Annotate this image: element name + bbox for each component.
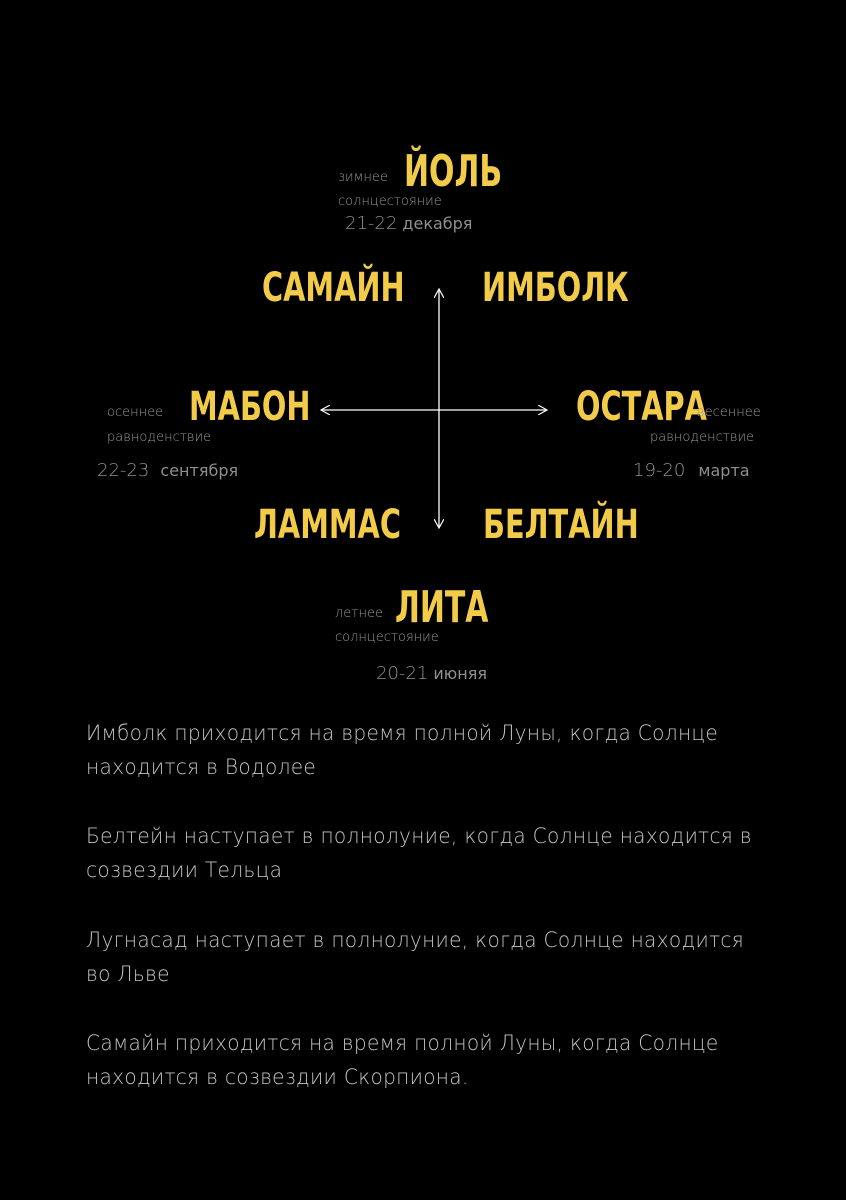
mabon-label-line1: осеннее bbox=[107, 405, 164, 420]
yule-title: ЙОЛЬ bbox=[404, 146, 503, 197]
yule-date-text: декабря bbox=[402, 214, 473, 233]
mabon-date-text: сентября bbox=[160, 461, 239, 480]
mabon-date-num: 22-23 bbox=[97, 460, 150, 481]
yule-date bbox=[345, 215, 472, 233]
yule-label-line1: зимнее bbox=[338, 170, 388, 185]
litha-label-line1: летнее bbox=[335, 606, 383, 621]
ostara-date bbox=[633, 462, 750, 480]
mabon-date bbox=[97, 462, 238, 480]
yule-date-num: 21-22 bbox=[345, 213, 398, 234]
ostara-date-text: марта bbox=[698, 461, 750, 480]
paragraph-imbolc: Имболк приходится на время полной Луны, когда Солнце находится в Водолее bbox=[86, 721, 719, 779]
paragraph-lughnasadh: Лугнасад наступает в полнолуние, когда Солнце находится во Льве bbox=[86, 928, 744, 986]
ostara-label-line1: весеннее bbox=[697, 405, 761, 420]
litha-date-text: июняя bbox=[433, 664, 487, 683]
lammas-title: ЛАММАС bbox=[254, 502, 401, 548]
ostara-label-line2: равноденствие bbox=[650, 430, 755, 445]
mabon-title: МАБОН bbox=[189, 384, 311, 430]
litha-date-num: 20-21 bbox=[376, 663, 429, 684]
mabon-label-line2: равноденствие bbox=[107, 430, 212, 445]
litha-label-line2: солнцестояние bbox=[335, 630, 439, 645]
imbolc-title: ИМБОЛК bbox=[482, 265, 629, 311]
ostara-title: ОСТАРА bbox=[576, 384, 707, 430]
ostara-date-num: 19-20 bbox=[633, 460, 686, 481]
yule-label-line2: солнцестояние bbox=[338, 194, 442, 209]
beltane-title: БЕЛТАЙН bbox=[483, 502, 639, 548]
litha-title: ЛИТА bbox=[395, 582, 489, 633]
samhain-title: САМАЙН bbox=[262, 265, 405, 311]
litha-date bbox=[376, 665, 487, 683]
paragraph-samhain: Самайн приходится на время полной Луны, когда Солнце находится в созвездии Скорпиона. bbox=[86, 1031, 719, 1089]
paragraph-beltane: Белтейн наступает в полнолуние, когда Солнце находится в созвездии Тельца bbox=[86, 824, 752, 882]
